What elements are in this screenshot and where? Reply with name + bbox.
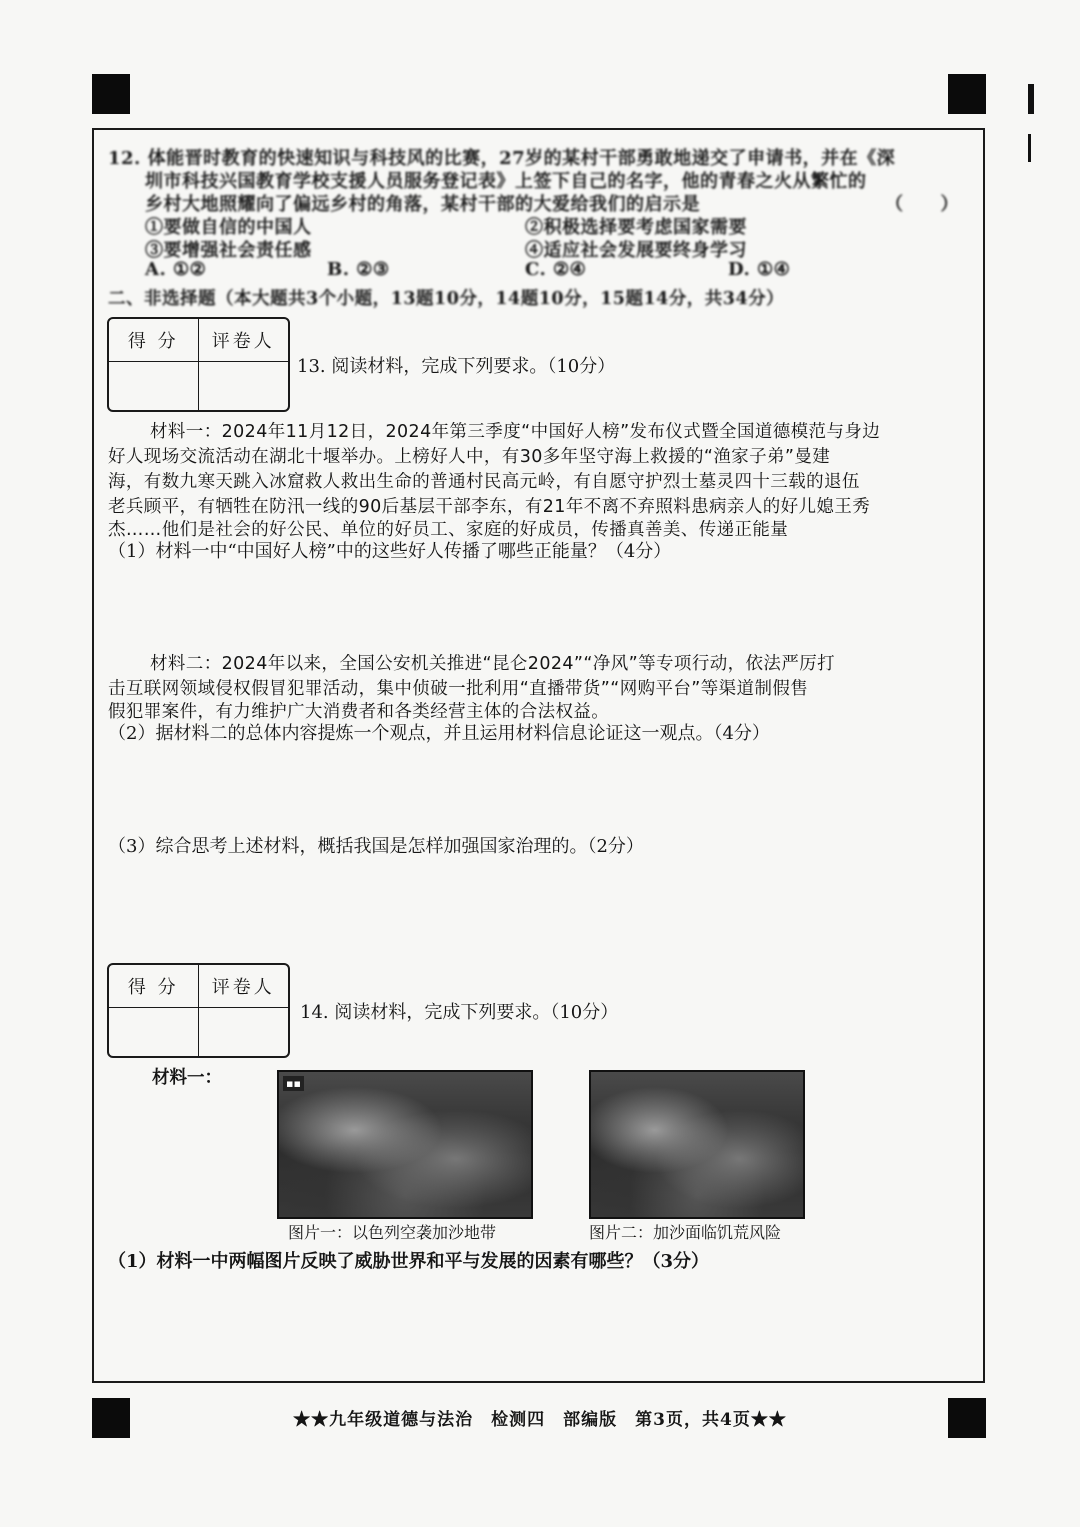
score-cell[interactable] <box>109 1008 199 1056</box>
q12-stem-line2: 圳市科技兴国教育学校支援人员服务登记表》上签下自己的名字，他的青春之火从繁忙的 <box>145 171 867 192</box>
q14-photo-1 <box>277 1070 533 1219</box>
q13-material1-line3: 海，有数九寒天跳入冰窟救人救出生命的普通村民高元岭，有自愿守护烈士墓灵四十三载的退伍 <box>108 472 860 492</box>
q13-title: 13. 阅读材料，完成下列要求。（10分） <box>297 356 616 377</box>
q14-photo-1-caption: 图片一：以色列空袭加沙地带 <box>288 1223 497 1242</box>
q13-subquestion-2: （2）据材料二的总体内容提炼一个观点，并且运用材料信息论证这一观点。（4分） <box>108 723 770 744</box>
q13-material2-line3: 假犯罪案件，有力维护广大消费者和各类经营主体的合法权益。 <box>108 702 610 722</box>
q12-stem-line3: 乡村大地照耀向了偏远乡村的角落，某村干部的大爱给我们的启示是 <box>145 194 700 215</box>
registration-mark-top-right <box>948 74 986 114</box>
q14-answer-area-1[interactable] <box>108 1278 968 1373</box>
grader-cell[interactable] <box>199 1008 289 1056</box>
q13-material2-line1: 材料二：2024年以来，全国公安机关推进“昆仑2024”“净风”等专项行动，依法严厉打 <box>150 654 836 674</box>
q13-material1-line2: 好人现场交流活动在湖北十堰举办。上榜好人中，有30多年坚守海上救援的“渔家子弟”曼建 <box>108 447 831 467</box>
q14-material1-label: 材料一： <box>152 1068 222 1088</box>
q12-choice-c: C. ②④ <box>525 259 587 280</box>
q13-material1-line4: 老兵顾平，有牺牲在防汛一线的90后基层干部李东，有21年不离不弃照料患病亲人的好儿媳王秀 <box>108 497 871 517</box>
score-cell[interactable] <box>109 362 199 410</box>
tv-logo-icon: ▪▪ <box>283 1076 304 1091</box>
q14-subquestion-1: （1）材料一中两幅图片反映了威胁世界和平与发展的因素有哪些？（3分） <box>108 1251 710 1272</box>
q14-photo-2 <box>589 1070 805 1219</box>
section-heading: 二、非选择题（本大题共3个小题，13题10分，14题10分，15题14分，共34分） <box>108 289 785 309</box>
q12-choice-b: B. ②③ <box>327 259 390 280</box>
q13-material1-line1: 材料一：2024年11月12日，2024年第三季度“中国好人榜”发布仪式暨全国道德模范与身边 <box>150 422 881 442</box>
q12-stem-line1: 12. 体能晋时教育的快速知识与科技风的比赛，27岁的某村干部勇敢地递交了申请书，并在《深 <box>108 148 896 169</box>
q12-option-3: ③要增强社会责任感 <box>145 240 312 261</box>
score-header: 得 分 <box>109 319 199 362</box>
score-box-q13 <box>107 317 290 412</box>
q12-option-1: ①要做自信的中国人 <box>145 217 312 238</box>
q12-option-4: ④适应社会发展要终身学习 <box>525 240 747 261</box>
q12-answer-blank: （ ） <box>885 194 959 215</box>
q13-answer-area-1[interactable] <box>108 565 968 645</box>
q13-subquestion-1: （1）材料一中“中国好人榜”中的这些好人传播了哪些正能量？（4分） <box>108 541 672 562</box>
q12-option-2: ②积极选择要考虑国家需要 <box>525 217 747 238</box>
q12-choice-a: A. ①② <box>145 259 207 280</box>
grader-header: 评卷人 <box>199 965 289 1008</box>
grader-cell[interactable] <box>199 362 289 410</box>
q13-answer-area-2[interactable] <box>108 748 968 828</box>
q14-title: 14. 阅读材料，完成下列要求。（10分） <box>300 1002 619 1023</box>
grader-header: 评卷人 <box>199 319 289 362</box>
binding-edge-mark <box>1028 84 1034 114</box>
q12-choice-d: D. ①④ <box>728 259 791 280</box>
q13-material1-line5: 杰……他们是社会的好公民、单位的好员工、家庭的好成员，传播真善美、传递正能量 <box>108 520 789 540</box>
binding-edge-mark <box>1028 134 1031 162</box>
q13-subquestion-3: （3）综合思考上述材料，概括我国是怎样加强国家治理的。（2分） <box>108 836 644 857</box>
q14-photo-2-caption: 图片二：加沙面临饥荒风险 <box>589 1223 782 1242</box>
page-footer: ★★九年级道德与法治 检测四 部编版 第3页，共4页★★ <box>293 1410 787 1430</box>
q13-material2-line2: 击互联网领域侵权假冒犯罪活动，集中侦破一批利用“直播带货”“网购平台”等渠道制假售 <box>108 679 809 699</box>
q13-answer-area-3[interactable] <box>108 860 968 950</box>
score-header: 得 分 <box>109 965 199 1008</box>
registration-mark-top-left <box>92 74 130 114</box>
score-box-q14 <box>107 963 290 1058</box>
